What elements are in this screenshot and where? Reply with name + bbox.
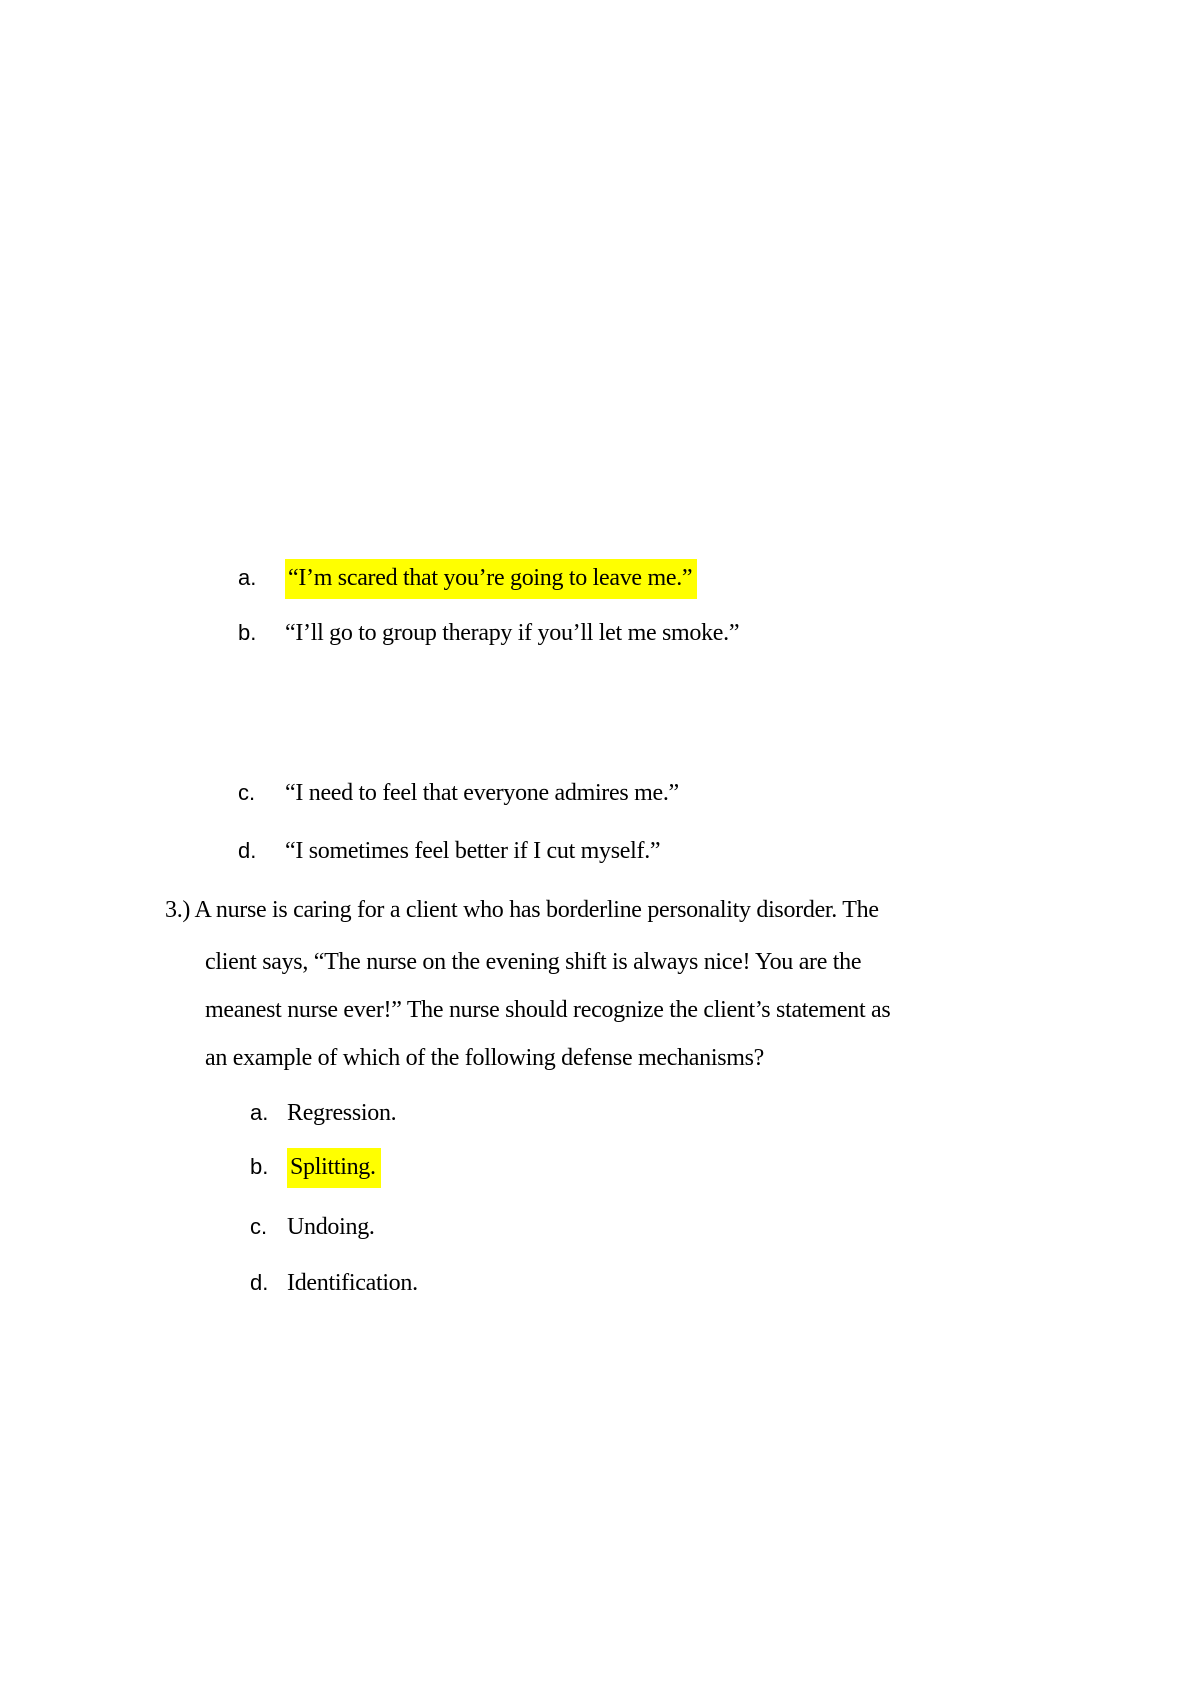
answer-option-row xyxy=(238,780,679,808)
question-paragraph-line: meanest nurse ever!” The nurse should recognize the client’s statement as xyxy=(205,997,891,1023)
answer-option-row xyxy=(250,1214,375,1242)
option-text highlighted-answer: Splitting. xyxy=(287,1148,381,1188)
option-text: “I sometimes feel better if I cut myself.” xyxy=(285,838,661,864)
answer-option-row xyxy=(250,1270,418,1298)
answer-option-row xyxy=(238,838,660,866)
answer-option-row xyxy=(250,1154,381,1182)
option-text highlighted-answer: “I’m scared that you’re going to leave me.” xyxy=(285,559,697,599)
option-text: “I need to feel that everyone admires me.” xyxy=(285,780,679,806)
option-label: d. xyxy=(238,838,257,863)
option-label: a. xyxy=(238,565,257,590)
answer-option-row xyxy=(250,1100,396,1128)
option-label: b. xyxy=(238,620,257,645)
answer-option-row xyxy=(238,565,697,593)
option-text: Identification. xyxy=(287,1270,418,1296)
option-text: Undoing. xyxy=(287,1214,375,1240)
option-text: “I’ll go to group therapy if you’ll let me smoke.” xyxy=(285,620,740,646)
question-paragraph-line: an example of which of the following defense mechanisms? xyxy=(205,1045,765,1071)
option-text: Regression. xyxy=(287,1100,397,1126)
question-paragraph-line: 3.) A nurse is caring for a client who has borderline personality disorder. The xyxy=(165,897,879,923)
option-label: a. xyxy=(250,1100,269,1125)
option-label: c. xyxy=(238,780,256,805)
option-label: d. xyxy=(250,1270,269,1295)
question-paragraph-line: client says, “The nurse on the evening shift is always nice! You are the xyxy=(205,949,862,975)
option-label: b. xyxy=(250,1154,269,1179)
option-label: c. xyxy=(250,1214,268,1239)
answer-option-row xyxy=(238,620,739,648)
